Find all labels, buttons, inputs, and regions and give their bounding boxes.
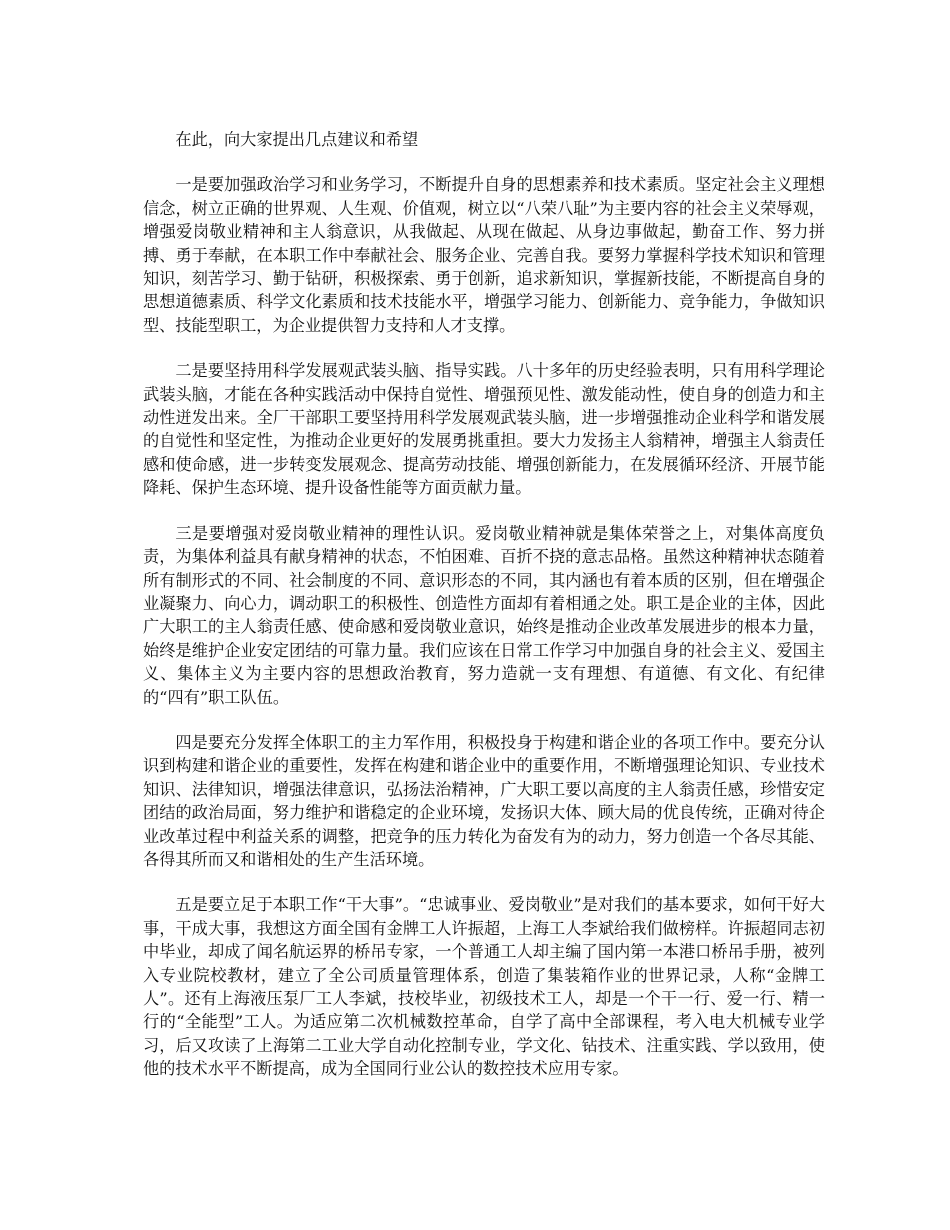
document-body: [143, 128, 825, 1103]
paragraph-1: 一是要加强政治学习和业务学习，不断提升自身的思想素养和技术素质。坚定社会主义理想信念，树立正确的世界观、人生观、价值观，树立以“八荣八耻”为主要内容的社会主义荣辱观，增强爱岗敬业精神和主人翁意识，从我做起、从现在做起、从身边事做起，勤奋工作、努力拼搏、勇于奉献，在本职工作中奉献社会、服务企业、完善自我。要努力掌握科学技术知识和管理知识，刻苦学习、勤于钻研，积极探索、勇于创新，追求新知识，掌握新技能，不断提高自身的思想道德素质、科学文化素质和技术技能水平，增强学习能力、创新能力、竞争能力，争做知识型、技能型职工，为企业提供智力支持和人才支撑。: [143, 175, 825, 335]
paragraph-4: 四是要充分发挥全体职工的主力军作用，积极投身于构建和谐企业的各项工作中。要充分认识到构建和谐企业的重要性，发挥在构建和谐企业中的重要作用，不断增强理论知识、专业技术知识、法律知识，增强法律意识，弘扬法治精神，广大职工要以高度的主人翁责任感，珍惜安定团结的政治局面，努力维护和谐稳定的企业环境，发扬识大体、顾大局的优良传统，正确对待企业改革过程中利益关系的调整，把竞争的压力转化为奋发有为的动力，努力创造一个各尽其能、各得其所而又和谐相处的生产生活环境。: [143, 732, 825, 869]
intro-line: 在此，向大家提出几点建议和希望: [175, 130, 419, 149]
paragraph-3: 三是要增强对爱岗敬业精神的理性认识。爱岗敬业精神就是集体荣誉之上，对集体高度负责，为集体利益具有献身精神的状态，不怕困难、百折不挠的意志品格。虽然这种精神状态随着所有制形式的不同、社会制度的不同、意识形态的不同，其内涵也有着本质的区别，但在增强企业凝聚力、向心力，调动职工的积极性、创造性方面却有着相通之处。职工是企业的主体，因此广大职工的主人翁责任感、使命感和爱岗敬业意识，始终是推动企业改革发展进步的根本力量，始终是维护企业安定团结的可靠力量。我们应该在日常工作学习中加强自身的社会主义、爱国主义、集体主义为主要内容的思想政治教育，努力造就一支有理想、有道德、有文化、有纪律的“四有”职工队伍。: [143, 523, 825, 707]
paragraph-2: 二是要坚持用科学发展观武装头脑、指导实践。八十多年的历史经验表明，只有用科学理论武装头脑，才能在各种实践活动中保持自觉性、增强预见性、激发能动性，使自身的创造力和主动性迸发出来。全厂干部职工要坚持用科学发展观武装头脑，进一步增强推动企业科学和谐发展的自觉性和坚定性，为推动企业更好的发展勇挑重担。要大力发扬主人翁精神，增强主人翁责任感和使命感，进一步转变发展观念、提高劳动技能、增强创新能力，在发展循环经济、开展节能降耗、保护生态环境、提升设备性能等方面贡献力量。: [143, 361, 825, 498]
paragraph-5: 五是要立足于本职工作“干大事”。“忠诚事业、爱岗敬业”是对我们的基本要求，如何干好大事，干成大事，我想这方面全国有金牌工人许振超，上海工人李斌给我们做榜样。许振超同志初中毕业，却成了闻名航运界的桥吊专家，一个普通工人却主编了国内第一本港口桥吊手册，被列入专业院校教材，建立了全公司质量管理体系，创造了集装箱作业的世界记录，人称“金牌工人”。还有上海液压泵厂工人李斌，技校毕业，初级技术工人，却是一个干一行、爱一行、精一行的“全能型”工人。为适应第二次机械数控革命，自学了高中全部课程，考入电大机械专业学习，后又攻读了上海第二工业大学自动化控制专业，学文化、钻技术、注重实践、学以致用，使他的技术水平不断提高，成为全国同行业公认的数控技术应用专家。: [143, 895, 825, 1079]
